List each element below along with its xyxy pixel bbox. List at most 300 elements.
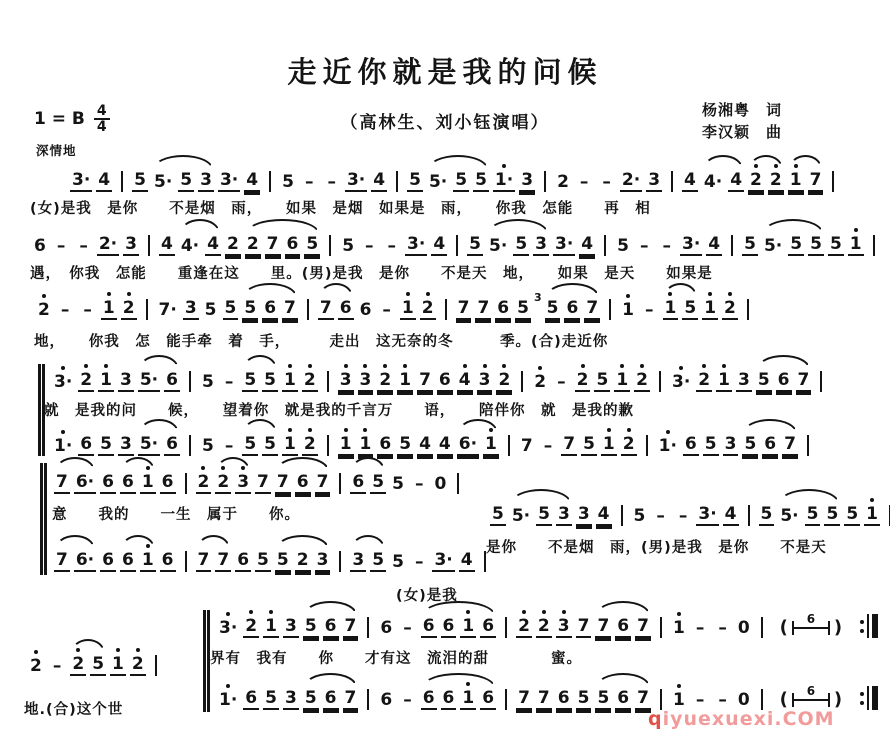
note: 7: [284, 298, 296, 318]
note: 2·: [98, 234, 118, 254]
dash-note: –: [83, 300, 92, 320]
note: 5: [790, 234, 803, 254]
note: 7: [56, 472, 68, 492]
note: 2: [750, 170, 762, 190]
note: 6: [102, 550, 114, 570]
note: 5: [704, 434, 717, 454]
note: 3·: [672, 372, 691, 392]
note: 7: [316, 472, 329, 492]
note: 3·: [219, 618, 238, 638]
slur-group: [52, 472, 98, 494]
barline: [367, 689, 369, 710]
note: 7: [518, 688, 530, 708]
note: 2: [421, 298, 434, 318]
note: 2: [724, 298, 736, 318]
key-signature-text: 1 = B: [34, 109, 85, 129]
barline: [185, 473, 187, 494]
slur-group: [316, 298, 356, 320]
note: 6: [684, 434, 697, 454]
note: 1: [616, 370, 629, 390]
slur-group: [136, 370, 182, 392]
barline: [121, 171, 123, 192]
note: 3·: [219, 170, 239, 190]
music-line-5-upper: [52, 470, 466, 494]
note: 7: [597, 616, 610, 636]
note: 3·: [434, 550, 453, 570]
note: 5: [392, 552, 404, 572]
lyrics-line-6: 界有 我有 你 才有这 流泪的甜 蜜。: [210, 651, 582, 667]
note: 2: [622, 434, 635, 454]
note: 5: [264, 370, 276, 390]
note: 2: [38, 300, 50, 320]
note: 5·: [153, 172, 173, 192]
barline: [484, 551, 486, 572]
barline: [367, 617, 369, 638]
music-line-6-lower: [215, 683, 878, 710]
music-line-1: [68, 168, 841, 192]
barline: [761, 617, 763, 638]
note: 3: [359, 370, 372, 390]
note: 5: [583, 434, 595, 454]
barline: [457, 473, 459, 494]
note: 1: [141, 550, 154, 570]
tempo-marking: 深情地: [36, 143, 77, 158]
note: 7: [319, 298, 332, 318]
note: 6·: [75, 472, 95, 492]
note: 6: [617, 616, 630, 636]
note: 5: [517, 298, 529, 318]
note: 2: [769, 170, 782, 190]
note: 7: [577, 616, 590, 636]
note: 4: [458, 370, 471, 390]
note: 0: [434, 474, 447, 494]
barline: [521, 371, 523, 392]
note: 7: [344, 688, 357, 708]
barline: [339, 473, 341, 494]
note: 7: [257, 472, 269, 492]
dash-note: –: [304, 172, 314, 192]
barline: [445, 299, 447, 320]
note: 7: [276, 472, 289, 492]
note: 6: [482, 688, 495, 708]
note: 6: [497, 298, 510, 318]
note: 1: [866, 504, 879, 524]
barline: [659, 371, 661, 392]
note: 5: [538, 504, 550, 524]
note: 6: [296, 472, 309, 492]
note: 2: [122, 298, 135, 318]
note: 1: [100, 370, 112, 390]
note: 6: [777, 370, 790, 390]
note: 7: [56, 550, 68, 570]
note: 2: [296, 550, 309, 570]
slur-group: [593, 688, 653, 710]
dash-note: –: [79, 236, 88, 256]
note: 6: [557, 688, 570, 708]
note: 6: [380, 618, 393, 638]
note: 1: [401, 298, 414, 318]
barline: [327, 371, 329, 392]
note: 3·: [54, 372, 73, 392]
barline: [873, 235, 875, 256]
note: 5: [546, 298, 559, 318]
dash-note: –: [387, 236, 397, 256]
note: 6·: [75, 550, 95, 570]
slur-group: [136, 434, 182, 456]
note: 5: [342, 236, 355, 256]
note: 5: [846, 504, 859, 524]
note: 0: [737, 690, 750, 710]
note: 7: [197, 550, 210, 570]
note: 2: [636, 370, 648, 390]
note: 4: [581, 234, 594, 254]
note: 5·: [511, 506, 531, 526]
dash-note: –: [365, 236, 374, 256]
note: 1: [704, 298, 717, 318]
barline: [748, 505, 750, 526]
note: 5: [100, 434, 112, 454]
note: 3·: [407, 234, 426, 254]
note: 1: [672, 690, 685, 710]
lyrics-line-1: (女)是我 是你 不是烟 雨， 如果 是烟 如果是 雨， 你我 怎能 再 相: [30, 201, 651, 217]
note: 1: [672, 618, 685, 638]
rest-bar: [792, 683, 830, 707]
dash-note: –: [414, 474, 424, 494]
note: 4: [730, 170, 743, 190]
note: 4: [160, 234, 173, 254]
dash-note: –: [662, 236, 671, 256]
note: 3: [737, 370, 750, 390]
note: 0: [737, 618, 750, 638]
note: 2: [498, 370, 511, 390]
note: 2: [226, 234, 239, 254]
note: 1: [102, 298, 115, 318]
note: 6: [166, 370, 178, 390]
note: 6: [324, 616, 337, 636]
note: 3: [200, 170, 212, 190]
repeat-end-sign: [860, 686, 878, 710]
note: 7·: [158, 300, 177, 320]
note: 6: [121, 472, 134, 492]
note: 5: [372, 550, 385, 570]
note: 5: [829, 234, 842, 254]
note: 3·: [346, 170, 366, 190]
note: 2: [72, 654, 85, 674]
note: 5: [744, 434, 757, 454]
performers: （高林生、刘小钰演唱）: [340, 113, 550, 133]
slur-group: [240, 370, 280, 392]
slur-group: [740, 434, 800, 456]
note: 2: [518, 616, 530, 636]
lyrics-line-2: 遇， 你我 怎能 重逢在这 里。(男)是我 是你 不是天 地， 如果 是天 如果是: [30, 266, 713, 282]
note: 3: [119, 370, 132, 390]
note: 1: [622, 300, 635, 320]
note: 7: [419, 370, 431, 390]
note: 5: [201, 372, 214, 392]
note: 3: [125, 234, 137, 254]
note: 1: [284, 370, 296, 390]
lyrics-line-5-right: 是你 不是烟 雨，(男)是我 是你 不是天: [486, 540, 827, 556]
note: 1: [265, 616, 277, 636]
music-line-6-upper: [215, 611, 878, 638]
slur-group: [425, 170, 491, 192]
note: 4·: [180, 236, 200, 256]
note: 7: [637, 688, 649, 708]
barline: [189, 435, 191, 456]
note: 2: [217, 472, 230, 492]
note: 4: [207, 234, 219, 254]
note: 1: [664, 298, 677, 318]
note: 3: [648, 170, 661, 190]
note: 5: [684, 298, 697, 318]
note: 5: [92, 654, 105, 674]
note: 5: [469, 234, 482, 254]
barline: [761, 689, 763, 710]
note: 6: [121, 550, 134, 570]
note: 1: [112, 654, 124, 674]
note: 3: [557, 616, 570, 636]
note: 6: [438, 370, 451, 390]
repeat-thin-bar: [867, 614, 869, 638]
note: 4: [438, 434, 451, 454]
slur-group: [485, 234, 551, 256]
repeat-thick-bar: [872, 614, 878, 638]
note: 3: [478, 370, 491, 390]
note: 3·: [698, 504, 717, 524]
song-title: 走近你就是我的问候: [287, 55, 603, 89]
note: 5: [826, 504, 839, 524]
note: 4: [724, 504, 737, 524]
note: 6: [617, 688, 630, 708]
note: 3: [577, 504, 590, 524]
note: 6: [102, 472, 114, 492]
note: 3: [119, 434, 132, 454]
note: 5: [392, 474, 404, 494]
time-signature-denominator: 4: [96, 119, 107, 135]
slur-group: [52, 550, 98, 572]
slur-group: [754, 370, 814, 392]
note: 1: [602, 434, 615, 454]
time-signature: [94, 104, 110, 134]
note: 7: [457, 298, 470, 318]
slur-group: [301, 688, 361, 710]
barline: [189, 371, 191, 392]
note: 5: [304, 616, 317, 636]
note: 6: [245, 688, 258, 708]
note: 5: [475, 170, 487, 190]
note: 5: [244, 298, 257, 318]
dash-note: –: [695, 618, 705, 638]
barline: [731, 235, 733, 256]
barline: [146, 299, 148, 320]
note: 6·: [458, 434, 478, 454]
note: 3: [237, 472, 250, 492]
lyrics-line-6-left: 地.(合)这个世: [24, 702, 124, 718]
slur-group: [150, 170, 216, 192]
note: 5: [757, 370, 770, 390]
dash-note: –: [414, 552, 424, 572]
note: 5·: [139, 434, 159, 454]
music-line-2: [30, 232, 882, 256]
note: 5·: [139, 370, 159, 390]
slur-group: [508, 504, 574, 526]
slur-group: [543, 298, 603, 320]
note: 6: [352, 472, 365, 492]
note: 5: [264, 434, 276, 454]
note: 5: [244, 434, 257, 454]
lyrics-line-3: 地， 你我 怎 能手牵 着 手， 走出 这无奈的冬 季。(合)走近你: [34, 334, 609, 350]
note: 1: [718, 370, 730, 390]
note: 1: [399, 370, 412, 390]
note: 5: [617, 236, 629, 256]
note: 3: [521, 170, 534, 190]
note: 5: [810, 234, 822, 254]
composer-credit: 李汉颖 曲: [702, 123, 783, 141]
slur-group: [301, 616, 361, 638]
note: 5·: [489, 236, 508, 256]
system-bracket-3: [203, 610, 206, 712]
note: 5: [455, 170, 468, 190]
barline: [505, 617, 507, 638]
barline: [505, 689, 507, 710]
note: 7: [563, 434, 576, 454]
note: 6: [442, 616, 455, 636]
note: 5·: [780, 506, 799, 526]
dash-note: –: [403, 690, 412, 710]
dash-note: –: [645, 300, 654, 320]
note: 2: [303, 434, 316, 454]
barline: [544, 171, 546, 192]
system-bracket-2: [40, 463, 43, 575]
barline: [185, 551, 187, 572]
note: 4: [373, 170, 386, 190]
note: 6: [80, 434, 93, 454]
note: 5: [409, 170, 421, 190]
dash-note: –: [602, 172, 611, 192]
note: 6: [166, 434, 178, 454]
slur-group: [419, 688, 498, 710]
note: 3: [339, 370, 352, 390]
slur-group: [455, 434, 501, 456]
tuplet-3-mark: 3: [533, 291, 542, 304]
note: 2: [379, 370, 392, 390]
dash-note: –: [639, 236, 649, 256]
note: 2: [534, 372, 547, 392]
key-signature: [34, 104, 110, 134]
slur-group: [177, 234, 223, 256]
note: 5: [306, 234, 319, 254]
note: 3: [184, 298, 197, 318]
note: 1·: [658, 436, 677, 456]
note: 1: [359, 434, 372, 454]
note: 7: [266, 234, 279, 254]
note: 4·: [703, 172, 723, 192]
dash-note: –: [557, 372, 566, 392]
note: 5: [597, 688, 610, 708]
note: 4: [597, 504, 610, 524]
note: 2: [30, 656, 42, 676]
note: 7: [537, 688, 550, 708]
note: 4: [419, 434, 431, 454]
note: 1: [462, 688, 475, 708]
note: 5: [492, 504, 504, 524]
note: 5: [806, 504, 819, 524]
note: 1: [849, 234, 862, 254]
note: 1: [141, 472, 154, 492]
note: 5·: [763, 236, 783, 256]
time-signature-numerator: 4: [94, 104, 110, 120]
slur-group: [593, 616, 653, 638]
repeat-end-sign: [860, 614, 878, 638]
note: 6: [482, 616, 495, 636]
slur-group: [213, 472, 253, 494]
music-line-4-upper: [50, 368, 829, 392]
note: 3·: [555, 234, 574, 254]
note: 5: [515, 234, 528, 254]
dash-note: –: [60, 300, 70, 320]
note: 7: [784, 434, 796, 454]
note: 5: [180, 170, 193, 190]
music-line-5-lower: [52, 548, 493, 572]
barline: [747, 299, 749, 320]
slur-group: [348, 472, 388, 494]
note: 6: [379, 434, 392, 454]
dash-note: –: [403, 618, 412, 638]
barline: [148, 235, 150, 256]
note: 2: [197, 472, 210, 492]
barline: [396, 171, 398, 192]
barline: [832, 171, 834, 192]
note: 5: [282, 172, 294, 192]
note: 2: [698, 370, 711, 390]
note: 5: [577, 688, 590, 708]
barline: [807, 435, 809, 456]
note: 3·: [72, 170, 91, 190]
lyrics-line-5-tag: (女)是我: [396, 588, 458, 604]
note: 1: [485, 434, 497, 454]
dash-note: –: [579, 172, 589, 192]
barline: [621, 505, 623, 526]
note: 3: [316, 550, 329, 570]
slur-group: [746, 170, 786, 192]
slur-group: [194, 550, 234, 572]
slur-group: [240, 298, 300, 320]
note: 5: [399, 434, 412, 454]
slur-group: [776, 504, 842, 526]
slur-group: [419, 616, 498, 638]
note: 7: [809, 170, 822, 190]
music-line-6-left: [26, 652, 164, 676]
barline: [329, 235, 331, 256]
note: 6: [286, 234, 299, 254]
dash-note: –: [224, 372, 234, 392]
dash-note: –: [52, 656, 62, 676]
slur-group: [700, 170, 746, 192]
dash-note: –: [656, 506, 665, 526]
note: 1·: [494, 170, 514, 190]
note: 2: [576, 370, 589, 390]
rest-count: 6: [806, 683, 816, 698]
note: 1: [789, 170, 802, 190]
dash-note: –: [678, 506, 688, 526]
repeat-dots: [860, 620, 864, 633]
dash-note: –: [695, 690, 705, 710]
note: 3: [284, 616, 297, 636]
note: 5: [204, 300, 217, 320]
credits: [702, 99, 782, 143]
note: 6: [161, 472, 174, 492]
note: 2: [245, 616, 258, 636]
